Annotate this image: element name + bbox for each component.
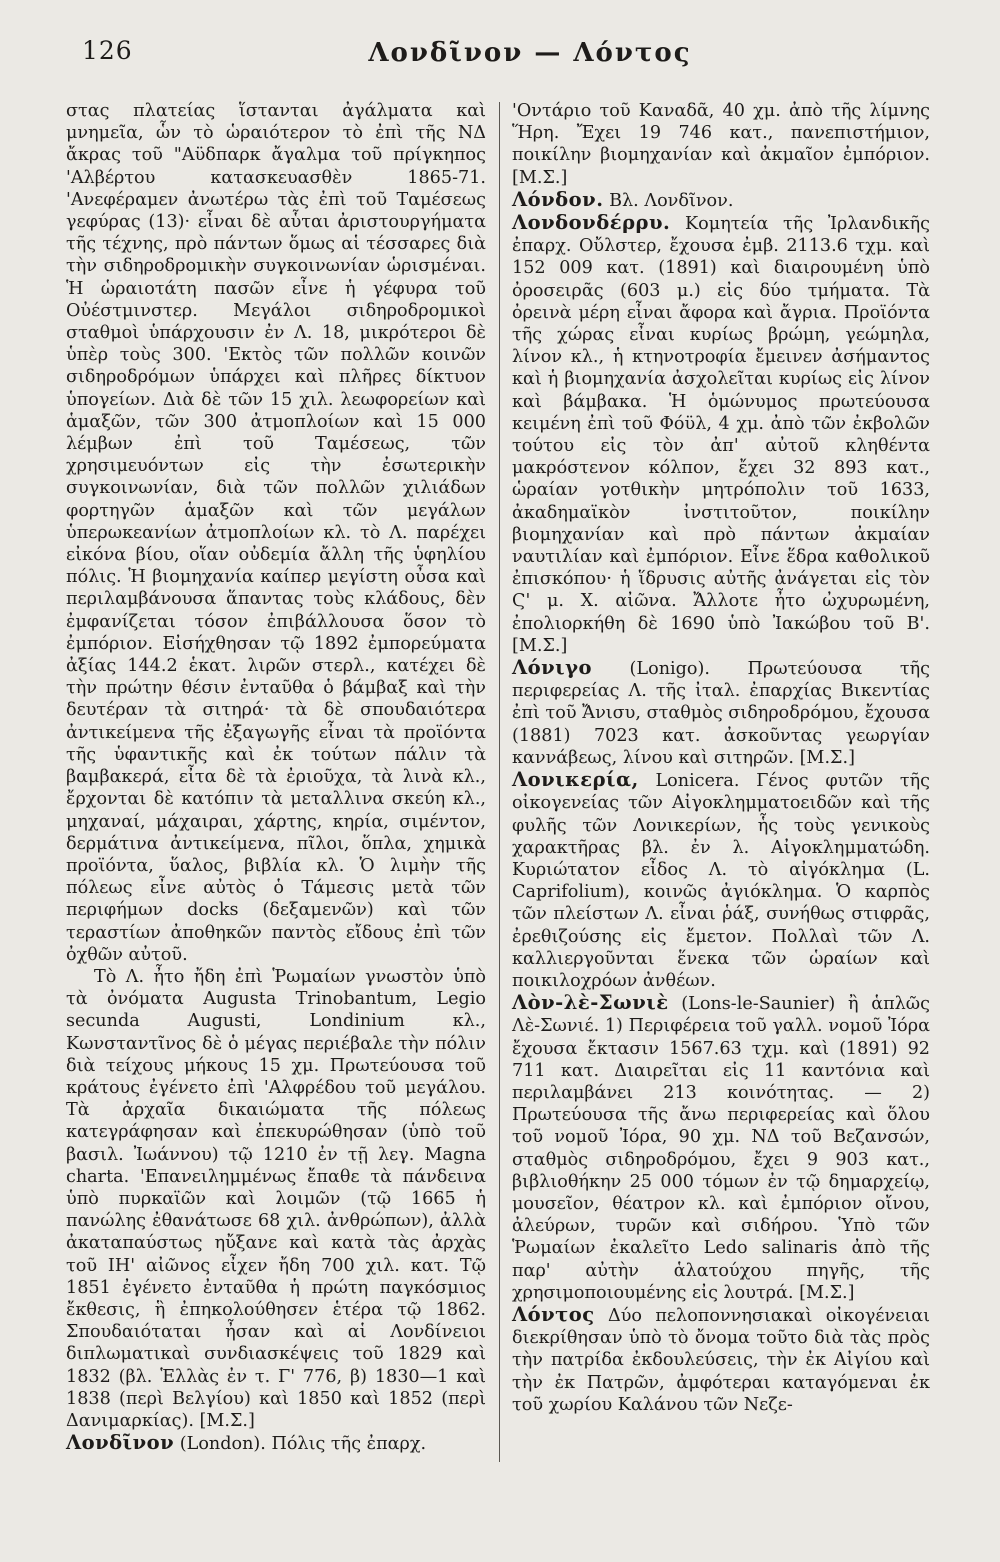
page-header: [0, 0, 1000, 90]
running-head: Λονδῖνον — Λόντος: [368, 38, 692, 68]
entry-lons-le-saunier: [512, 992, 930, 1304]
left-column: [66, 100, 486, 1455]
entry-text: (Lonigo). Πρωτεύουσα τῆς περιφερείας Λ. τῆς ἰταλ. ἐπαρχίας Βικεντίας ἐπὶ τοῦ Ἄνισυ, σταθμὸς σιδηροδρόμου, ἔχουσα (1881) 7023 κατ. ἀσκοῦντας γεωργίαν καννάβεως, λίνου καὶ σιτηρῶν. [Μ.Σ.]: [512, 659, 930, 768]
entry-headword: Λονδονδέρρυ.: [512, 211, 671, 235]
entry-headword: Λόνδον.: [512, 187, 604, 211]
entry-text: (London). Πόλις τῆς ἐπαρχ.: [174, 1434, 427, 1455]
entry-headword: Λονδῖνον: [66, 1431, 175, 1455]
entry-text: Δύο πελοποννησιακαὶ οἰκογένειαι διεκρίθησαν ὑπὸ τὸ ὄνομα τοῦτο διὰ τὰς πρὸς τὴν πατρίδα ἐκδουλεύσεις, τὴν ἐκ Αἰγίου καὶ τὴν ἐκ Πατρῶν, ἀμφότεραι καταγόμεναι ἐκ τοῦ χωρίου Καλάνου τῶν Νεζε-: [512, 1305, 930, 1415]
entry-text: (Lons-le-Saunier) ἢ ἁπλῶς Λὲ-Σωνιέ. 1) Περιφέρεια τοῦ γαλλ. νομοῦ Ἰόρα ἔχουσα ἔκτασιν 1567.63 τχμ. καὶ (1891) 92 711 κατ. Διαιρεῖται εἰς 11 καντόνια καὶ περιλαμβάνει 213 κοινότητας. — 2) Πρωτεύουσα τῆς ἄνω περιφερείας καὶ ὅλου τοῦ νομοῦ Ἰόρα, 90 χμ. ΝΔ τοῦ Βεζανσών, σταθμὸς σιδηροδρόμου, ἔχει 9 903 κατ., βιβλιοθήκην 25 000 τόμων ἐν τῷ δημαρχείῳ, μουσεῖον, θέατρον κλ. καὶ ἐμπόριον οἴνου, ἀλεύρων, τυρῶν καὶ σιδήρου. Ὑπὸ τῶν Ῥωμαίων ἐκαλεῖτο Ledo salinaris ἀπὸ τῆς παρ' αὐτὴν ἁλατούχου πηγῆς, τῆς χρησιμοποιουμένης εἰς λουτρά. [Μ.Σ.]: [512, 994, 930, 1303]
column-divider: [499, 102, 500, 1462]
entry-headword: Λόνιγο: [512, 656, 592, 680]
entry-text: Βλ. Λονδῖνον.: [603, 190, 734, 211]
entry-londonderry: [512, 212, 930, 657]
entry-lontos: [512, 1304, 930, 1416]
entry-headword: Λονικερία,: [512, 768, 639, 792]
entry-lonigo: [512, 657, 930, 769]
entry-london: [66, 1432, 486, 1455]
right-column: [512, 100, 930, 1416]
entry-text: Κομητεία τῆς Ἰρλανδικῆς ἐπαρχ. Οὔλστερ, ἔχουσα ἐμβ. 2113.6 τχμ. καὶ 152 009 κατ. (1891) καὶ διαιρουμένη ὑπὸ ὀροσειρᾶς (603 μ.) εἰς δύο τμήματα. Τὰ ὀρεινὰ μέρη εἶναι ἄφορα καὶ ἄγρια. Προϊόντα τῆς χώρας εἶναι κυρίως βρώμη, γεώμηλα, λίνον κλ., ἡ κτηνοτροφία ἔμεινεν ἀσήμαντος καὶ ἡ βιομηχανία ἀσχολεῖται κυρίως εἰς λίνον καὶ βάμβακα. Ἡ ὁμώνυμος πρωτεύουσα κειμένη ἐπὶ τοῦ Φόϋλ, 4 χμ. ἀπὸ τῶν ἐκβολῶν τούτου εἰς τὸν ἀπ' αὐτοῦ κληθέντα μακρόστενον κόλπον, ἔχει 32 893 κατ., ὡραίαν γοτθικὴν μητρόπολιν τοῦ 1633, ἀκαδημαϊκὸν ἰνστιτοῦτον, ποικίλην βιομηχανίαν καὶ πρὸ πάντων ἀκμαίαν ναυτιλίαν καὶ ἐμπόριον. Εἶνε ἕδρα καθολικοῦ ἐπισκόπου· ἡ ἵδρυσις αὐτῆς ἀνάγεται εἰς τὸν Ϛ' μ. Χ. αἰῶνα. Ἄλλοτε ἦτο ὠχυρωμένη, ἐπολιορκήθη δὲ 1690 ὑπὸ Ἰακώβου τοῦ Β'. [Μ.Σ.]: [512, 214, 930, 656]
entry-london-ref: [512, 189, 930, 212]
entry-text: Lonicera. Γένος φυτῶν τῆς οἰκογενείας τῶν Αἰγοκλημματοειδῶν καὶ τῆς φυλῆς τῶν Λονικερίων, ἧς τοὺς γενικοὺς χαρακτῆρας βλ. ἐν λ. Αἰγοκλημματώδη. Κυριώτατον εἶδος Λ. τὸ αἰγόκλημα (L. Caprifolium), κοινῶς ἀγιόκλημα. Ὁ καρπὸς τῶν πλείστων Λ. εἶναι ῥάξ, συνήθως στιφρᾶς, ἐρεθιζούσης εἰς ἔμετον. Πολλαὶ τῶν Λ. καλλιεργοῦνται ἕνεκα τῶν ὡραίων καὶ ποικιλοχρόων ἀνθέων.: [512, 771, 930, 991]
paragraph: Τὸ Λ. ἦτο ἤδη ἐπὶ Ῥωμαίων γνωστὸν ὑπὸ τὰ ὀνόματα Augusta Trinobantum, Legio secunda Augusti, Londinium κλ., Κωνσταντῖνος δὲ ὁ μέγας περιέβαλε τὴν πόλιν διὰ τείχους μήκους 15 χμ. Πρωτεύουσα τοῦ κράτους ἐγένετο ἐπὶ 'Αλφρέδου τοῦ μεγάλου. Τὰ ἀρχαῖα δικαιώματα τῆς πόλεως κατεγράφησαν καὶ ἐπεκυρώθησαν (ὑπὸ τοῦ βασιλ. Ἰωάννου) τῷ 1210 ἐν τῇ λεγ. Magna charta. 'Επανειλημμένως ἔπαθε τὰ πάνδεινα ὑπὸ πυρκαϊῶν καὶ λοιμῶν (τῷ 1665 ἡ πανώλης ἐθανάτωσε 68 χιλ. ἀνθρώπων), ἀλλὰ ἀκαταπαύστως ηὔξανε καὶ κατὰ τὰς ἀρχὰς τοῦ ΙΗ' αἰῶνος εἶχεν ἤδη 700 χιλ. κατ. Τῷ 1851 ἐγένετο ἐνταῦθα ἡ πρώτη παγκόσμιος ἔκθεσις, ἣ ἐπηκολούθησεν ἑτέρα τῷ 1862. Σπουδαιόταται ἦσαν καὶ αἱ Λονδίνειοι διπλωματικαὶ συνδιασκέψεις τοῦ 1829 καὶ 1832 (βλ. Ἑλλὰς ἐν τ. Γ' 776, β) 1830—1 καὶ 1838 (περὶ Βελγίου) καὶ 1850 καὶ 1852 (περὶ Δανιμαρκίας). [Μ.Σ.]: [66, 966, 486, 1431]
paragraph: 'Οντάριο τοῦ Καναδᾶ, 40 χμ. ἀπὸ τῆς λίμνης Ἥρη. Ἔχει 19 746 κατ., πανεπιστήμιον, ποικίλην βιομηχανίαν καὶ ἀκμαῖον ἐμπόριον. [Μ.Σ.]: [512, 101, 930, 188]
entry-headword: Λὸν-λὲ-Σωνιὲ: [512, 991, 669, 1015]
paragraph: στας πλατείας ἵστανται ἀγάλματα καὶ μνημεῖα, ὧν τὸ ὡραιότερον τὸ ἐπὶ τῆς ΝΔ ἄκρας τοῦ "Αϋδπαρκ ἄγαλμα τοῦ πρίγκηπος 'Αλβέρτου κατασκευασθὲν 1865-71. 'Ανεφέραμεν ἀνωτέρω τὰς ἐπὶ τοῦ Ταμέσεως γεφύρας (13)· εἶναι δὲ αὗται ἀριστουργήματα τῆς τέχνης, πρὸ πάντων ὅμως αἱ τέσσαρες διὰ τὴν σιδηροδρομικὴν συγκοινωνίαν ὡρισμέναι. Ἡ ὡραιοτάτη πασῶν εἶνε ἡ γέφυρα τοῦ Οὐέστμινστερ. Μεγάλοι σιδηροδρομικοὶ σταθμοὶ ὑπάρχουσιν ἐν Λ. 18, μικρότεροι δὲ ὑπὲρ τοὺς 300. 'Εκτὸς τῶν πολλῶν κοινῶν σιδηροδρόμων ὑπάρχει καὶ πλῆρες δίκτυον ὑπογείων. Διὰ δὲ τῶν 15 χιλ. λεωφορείων καὶ ἁμαξῶν, τῶν 300 ἀτμοπλοίων καὶ 15 000 λέμβων ἐπὶ τοῦ Ταμέσεως, τῶν χρησιμευόντων εἰς τὴν ἐσωτερικὴν συγκοινωνίαν, διὰ τῶν πολλῶν χιλιάδων φορτηγῶν ἁμαξῶν καὶ τῶν μεγάλων ὑπερωκεανίων ἀτμοπλοίων κλ. τὸ Λ. παρέχει εἰκόνα βίου, οἵαν οὐδεμία ἄλλη τῆς ὑφηλίου πόλις. Ἡ βιομηχανία καίπερ μεγίστη οὖσα καὶ περιλαμβάνουσα ἅπαντας τοὺς κλάδους, δὲν ἐμφανίζεται τόσον ἐπιβάλλουσα ὅσον τὸ ἐμπόριον. Εἰσήχθησαν τῷ 1892 ἐμπορεύματα ἀξίας 144.2 ἑκατ. λιρῶν στερλ., κατέχει δὲ τὴν πρώτην θέσιν ἐνταῦθα ὁ βάμβαξ καὶ τὴν δευτέραν τὰ σιτηρά· τὰ δὲ σπουδαιότερα ἀντικείμενα τῆς ἐξαγωγῆς εἶναι τὰ προϊόντα τῆς ὑφαντικῆς καὶ ἐκ τούτων πάλιν τὰ βαμβακερά, εἶτα δὲ τὰ ἐριοῦχα, τὰ λινὰ κλ., ἔρχονται δὲ κατόπιν τὰ μεταλλινα σκεύη κλ., μηχαναί, μάχαιραι, χάρτης, κηρία, σιμέντον, δερμάτινα ἀντικείμενα, πῖλοι, ὅπλα, χημικὰ προϊόντα, ὕαλος, βιβλία κλ. Ὁ λιμὴν τῆς πόλεως εἶνε αὐτὸς ὁ Τάμεσις μετὰ τῶν περιφήμων docks (δεξαμενῶν) καὶ τῶν τεραστίων ἀποθηκῶν παντὸς εἴδους ἐπὶ τῶν ὀχθῶν αὐτοῦ.: [66, 101, 486, 965]
page-number: 126: [82, 36, 133, 65]
entry-lonicera: [512, 769, 930, 992]
entry-headword: Λόντος: [512, 1302, 595, 1326]
